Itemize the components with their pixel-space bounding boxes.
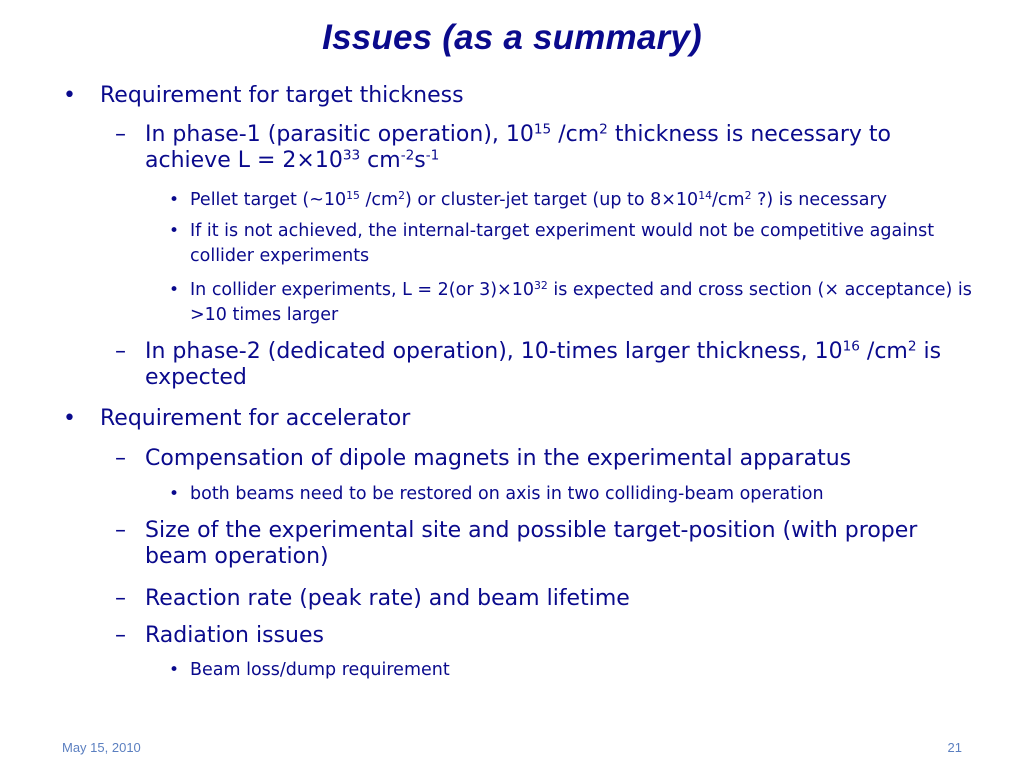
subsubbullet-collider-experiments [169,278,980,329]
subsubbullet-not-achieved [169,219,980,270]
superscript: 2 [744,189,752,203]
bullet-marker: • [169,660,180,680]
subbullet-phase1 [115,121,975,175]
footer-date: May 15, 2010 [62,740,141,755]
slide-title: Issues (as a summary) [322,18,702,57]
text-segment: cm [360,148,401,174]
dash-marker: – [115,122,126,147]
text-segment: both beams need to be restored on axis in two colliding-beam operation [190,484,824,504]
superscript: 2 [907,338,917,355]
text-segment: /cm [712,190,745,210]
subbullet-experimental-site [115,518,975,571]
subbullet-dipole-compensation [115,446,975,472]
text-segment: thickness is necessary to achieve L = 2×10 [145,122,891,174]
subsubbullet-beams-restored [169,482,980,507]
text-segment: In phase-2 (dedicated operation), 10-times larger thickness, 10 [145,339,843,364]
bullet-marker: • [169,484,180,504]
superscript: 16 [842,338,860,355]
bullet-marker: • [169,221,180,241]
subsubbullet-pellet-target [169,188,980,213]
bullet-marker: • [63,406,76,431]
text-segment: Pellet target (~10 [190,190,347,210]
superscript: -1 [425,147,440,164]
text-segment: /cm [859,339,908,364]
text-segment: In phase-1 (parasitic operation), 10 [145,122,534,147]
subsubbullet-beam-loss [169,658,980,683]
text-segment: Size of the experimental site and possible target-position (with proper beam operation) [145,518,918,570]
bullet-text: Requirement for target thickness [100,83,464,108]
superscript: 15 [533,121,552,138]
dash-marker: – [115,623,126,648]
text-segment: is expected and cross section (× acceptance) is >10 times larger [190,280,972,326]
bullet-marker: • [63,83,76,108]
superscript: 2 [599,121,608,138]
text-segment: Compensation of dipole magnets in the experimental apparatus [145,446,852,471]
text-segment: ?) is necessary [751,190,888,210]
superscript: -2 [400,147,415,164]
superscript: 32 [533,279,548,293]
bullet-marker: • [169,280,180,300]
text-segment: In collider experiments, L = 2(or 3)×10 [190,280,534,300]
bullet-text: Requirement for accelerator [100,406,411,431]
text-segment: s [414,148,426,174]
footer-page-number: 21 [947,740,962,755]
superscript: 33 [342,147,361,164]
text-segment: is expected [145,339,942,391]
bullet-marker: • [169,190,180,210]
text-segment: Beam loss/dump requirement [190,660,450,680]
superscript: 2 [398,189,406,203]
subbullet-radiation-issues [115,623,975,649]
dash-marker: – [115,339,126,364]
bullet-target-thickness [63,83,970,109]
text-segment: /cm [359,190,399,210]
text-segment: Radiation issues [145,623,324,648]
superscript: 15 [346,189,360,203]
dash-marker: – [115,518,126,543]
text-segment: Reaction rate (peak rate) and beam lifetime [145,586,630,611]
superscript: 14 [698,189,713,203]
bullet-accelerator [63,406,970,432]
dash-marker: – [115,586,126,611]
dash-marker: – [115,446,126,471]
subbullet-reaction-rate [115,586,975,612]
text-segment: ) or cluster-jet target (up to 8×10 [405,190,699,210]
text-segment: /cm [551,122,600,147]
subbullet-phase2 [115,338,975,392]
text-segment: If it is not achieved, the internal-target experiment would not be competitive against collider experiments [190,221,935,267]
